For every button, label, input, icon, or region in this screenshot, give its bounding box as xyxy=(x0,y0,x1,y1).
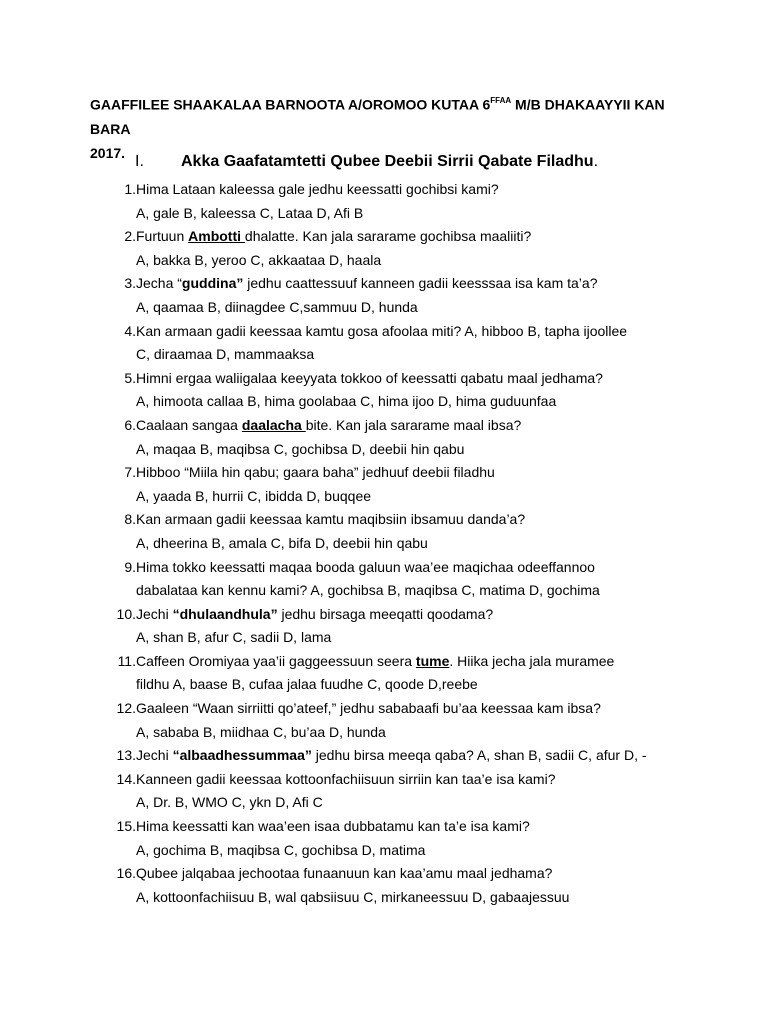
text-segment: Himni ergaa waliigalaa keeyyata tokkoo of keessatti qabatu maal jedhama? xyxy=(136,369,603,386)
text-segment: C, diraamaa D, mammaaksa xyxy=(136,346,315,363)
section-title: Akka Gaafatamtetti Qubee Deebii Sirrii Qabate Filadhu xyxy=(181,153,594,170)
question-number: 2. xyxy=(124,228,136,245)
question-text xyxy=(136,225,710,249)
question-item xyxy=(110,603,710,650)
question-number: 8. xyxy=(124,511,136,528)
text-segment: Caffeen Oromiyaa yaa’ii gaggeessuun seera xyxy=(136,652,416,669)
question-text xyxy=(136,320,710,344)
question-number: 15. xyxy=(116,818,136,835)
header-title-cont: M/B DHAKAAYYII KAN BARA xyxy=(90,96,665,137)
section-title-end: . xyxy=(593,153,599,170)
text-segment: A, gale B, kaleessa C, Lataa D, Afi B xyxy=(136,204,364,221)
text-segment: jedhu caattessuuf kanneen gadii keesssaa isa kam ta’a? xyxy=(243,275,598,292)
question-item xyxy=(110,862,710,909)
text-segment: Jechi xyxy=(136,605,173,622)
question-text xyxy=(136,556,710,580)
question-options xyxy=(136,485,710,509)
question-number: 9. xyxy=(124,558,136,575)
question-item xyxy=(110,650,710,697)
question-options xyxy=(136,886,710,910)
text-segment: Caalaan sangaa xyxy=(136,416,242,433)
question-options xyxy=(136,438,710,462)
text-segment: A, maqaa B, maqibsa C, gochibsa D, deebii hin qabu xyxy=(136,440,465,457)
text-segment: dhalatte. Kan jala sararame gochibsa maaliiti? xyxy=(244,228,532,245)
text-segment: A, yaada B, hurrii C, ibidda D, buqqee xyxy=(136,487,372,504)
question-list xyxy=(110,178,710,909)
question-number: 16. xyxy=(116,865,136,882)
header-superscript: FFAA xyxy=(490,96,512,105)
question-number: 10. xyxy=(116,605,136,622)
question-number: 5. xyxy=(124,369,136,386)
question-text xyxy=(136,744,710,768)
question-item xyxy=(110,768,710,815)
emphasized-word: guddina” xyxy=(181,275,244,292)
question-options xyxy=(136,343,710,367)
text-segment: A, kottoonfachiisuu B, wal qabsiisuu C, mirkaneessuu D, gabaajessuu xyxy=(136,888,570,905)
question-text xyxy=(136,768,710,792)
text-segment: Jecha “ xyxy=(136,275,182,292)
text-segment: Hima tokko keessatti maqaa booda galuun waa’ee maqichaa odeeffannoo xyxy=(136,558,595,575)
text-segment: Kanneen gadii keessaa kottoonfachiisuun sirriin kan taa’e isa kami? xyxy=(136,770,556,787)
question-text xyxy=(136,508,710,532)
question-options xyxy=(136,202,710,226)
question-options xyxy=(136,673,710,697)
text-segment: Hima keessatti kan waa’een isaa dubbatamu kan ta’e isa kami? xyxy=(136,818,530,835)
question-text xyxy=(136,815,710,839)
question-text xyxy=(136,862,710,886)
question-text xyxy=(136,367,710,391)
text-segment: A, dheerina B, amala C, bifa D, deebii hin qabu xyxy=(136,534,428,551)
text-segment: jedhu birsa meeqa qaba? A, shan B, sadii C, afur D, - xyxy=(311,747,647,764)
question-number: 3. xyxy=(124,275,136,292)
question-text xyxy=(136,178,710,202)
section-heading xyxy=(135,153,598,171)
text-segment: Hima Lataan kaleessa gale jedhu keessatti gochibsi kami? xyxy=(136,181,499,197)
text-segment: A, qaamaa B, diinagdee C,sammuu D, hunda xyxy=(136,298,418,315)
question-item xyxy=(110,815,710,862)
question-text xyxy=(136,272,710,296)
question-item xyxy=(110,697,710,744)
question-number: 4. xyxy=(124,322,136,339)
question-options xyxy=(136,791,710,815)
question-number: 13. xyxy=(116,747,136,764)
question-item xyxy=(110,508,710,555)
text-segment: fildhu A, baase B, cufaa jalaa fuudhe C, qoode D,reebe xyxy=(136,676,478,693)
emphasized-word: daalacha xyxy=(241,416,306,433)
question-number: 12. xyxy=(116,700,136,717)
text-segment: A, gochima B, maqibsa C, gochibsa D, matima xyxy=(136,841,426,858)
question-item xyxy=(110,461,710,508)
header-title: GAAFFILEE SHAAKALAA BARNOOTA A/OROMOO KUTAA 6 xyxy=(90,96,491,113)
text-segment: Kan armaan gadii keessaa kamtu maqibsiin ibsamuu danda’a? xyxy=(136,511,526,528)
text-segment: Hibboo “Miila hin qabu; gaara baha” jedhuuf deebii filadhu xyxy=(136,464,495,481)
question-options xyxy=(136,390,710,414)
question-item xyxy=(110,272,710,319)
text-segment: A, bakka B, yeroo C, akkaataa D, haala xyxy=(136,251,382,268)
question-number: 11. xyxy=(117,652,136,669)
question-text xyxy=(136,414,710,438)
text-segment: dabalataa kan kennu kami? A, gochibsa B, maqibsa C, matima D, gochima xyxy=(136,582,600,599)
question-options xyxy=(136,579,710,603)
section-number: I. xyxy=(135,153,144,170)
text-segment: Jechi xyxy=(136,747,173,764)
question-number: 1. xyxy=(124,181,136,197)
text-segment: A, Dr. B, WMO C, ykn D, Afi C xyxy=(136,794,323,811)
question-item xyxy=(110,414,710,461)
text-segment: A, sababa B, miidhaa C, bu’aa D, hunda xyxy=(136,723,386,740)
question-item xyxy=(110,744,710,768)
emphasized-word: “albaadhessummaa” xyxy=(172,747,312,764)
text-segment: Qubee jalqabaa jechootaa funaanuun kan kaa’amu maal jedhama? xyxy=(136,865,553,882)
question-text xyxy=(136,461,710,485)
question-item xyxy=(110,178,710,225)
question-item xyxy=(110,367,710,414)
question-text xyxy=(136,650,710,674)
question-item xyxy=(110,556,710,603)
question-number: 14. xyxy=(116,770,136,787)
text-segment: Gaaleen “Waan sirriitti qo’ateef,” jedhu sababaafi bu’aa keessaa kam ibsa? xyxy=(136,700,601,717)
question-options xyxy=(136,249,710,273)
question-options xyxy=(136,296,710,320)
text-segment: Kan armaan gadii keessaa kamtu gosa afoolaa miti? A, hibboo B, tapha ijoollee xyxy=(136,322,628,339)
question-options xyxy=(136,839,710,863)
question-options xyxy=(136,626,710,650)
text-segment: jedhu birsaga meeqatti qoodama? xyxy=(277,605,494,622)
question-options xyxy=(136,532,710,556)
question-number: 6. xyxy=(124,416,136,433)
question-text xyxy=(136,697,710,721)
text-segment: A, himoota callaa B, hima goolabaa C, hima ijoo D, hima guduunfaa xyxy=(136,393,557,410)
header-line-2: 2017. xyxy=(90,144,126,161)
question-item xyxy=(110,320,710,367)
emphasized-word: “dhulaandhula” xyxy=(172,605,278,622)
question-number: 7. xyxy=(124,464,136,481)
emphasized-word: Ambotti xyxy=(188,228,245,245)
question-item xyxy=(110,225,710,272)
question-text xyxy=(136,603,710,627)
question-options xyxy=(136,721,710,745)
text-segment: bite. Kan jala sararame maal ibsa? xyxy=(305,416,522,433)
text-segment: Furtuun xyxy=(136,228,189,245)
text-segment: . Hiika jecha jala muramee xyxy=(449,652,615,669)
header-line-1 xyxy=(90,90,690,141)
text-segment: A, shan B, afur C, sadii D, lama xyxy=(136,629,332,646)
emphasized-word: tume xyxy=(415,652,450,669)
